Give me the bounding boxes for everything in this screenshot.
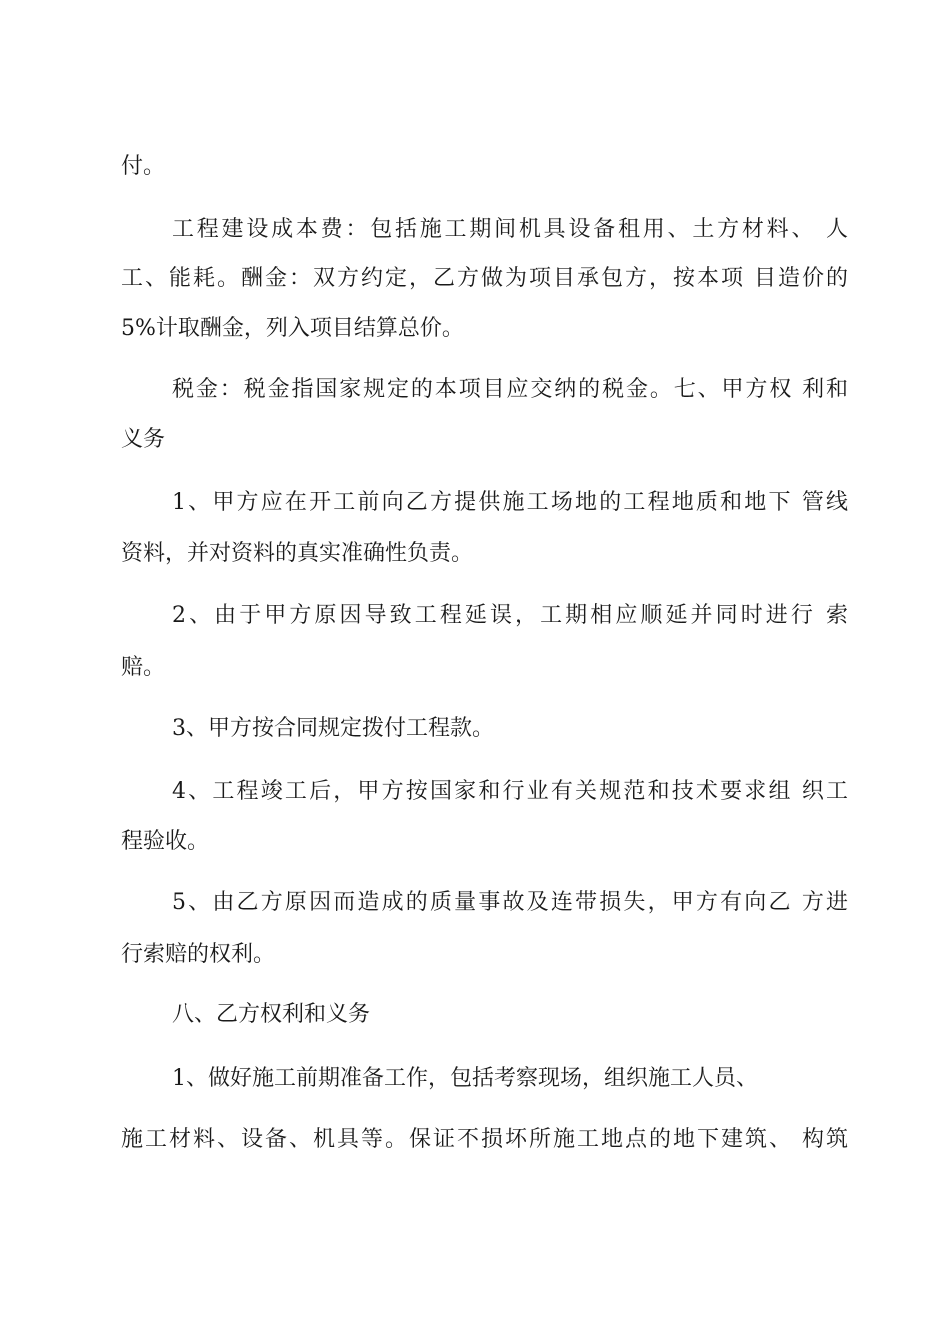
text-line: 2、由于甲方原因导致工程延误，工期相应顺延并同时进行 索 [172,603,848,628]
text-line: 付。 [121,154,166,179]
text-line: 施工材料、设备、机具等。保证不损坏所施工地点的地下建筑、 构筑 [121,1127,848,1152]
text-line: 1、做好施工前期准备工作，包括考察现场，组织施工人员、 [172,1066,758,1091]
text-line: 4、工程竣工后，甲方按国家和行业有关规范和技术要求组 织工 [172,779,848,804]
text-line: 3、甲方按合同规定拨付工程款。 [172,716,494,741]
text-line: 5%计取酬金，列入项目结算总价。 [121,316,464,341]
text-line: 八、乙方权利和义务 [172,1002,371,1027]
text-line: 工程建设成本费：包括施工期间机具设备租用、土方材料、 人 [172,217,848,242]
text-line: 工、能耗。酬金：双方约定，乙方做为项目承包方，按本项 目造价的 [121,266,848,291]
text-line: 1、甲方应在开工前向乙方提供施工场地的工程地质和地下 管线 [172,490,848,515]
text-line: 行索赔的权利。 [121,942,276,967]
text-line: 义务 [121,427,166,452]
text-line: 程验收。 [121,829,210,854]
text-line: 赔。 [121,655,166,680]
text-line: 5、由乙方原因而造成的质量事故及连带损失，甲方有向乙 方进 [172,890,848,915]
text-line: 税金：税金指国家规定的本项目应交纳的税金。七、甲方权 利和 [172,377,848,402]
text-line: 资料，并对资料的真实准确性负责。 [121,541,474,566]
